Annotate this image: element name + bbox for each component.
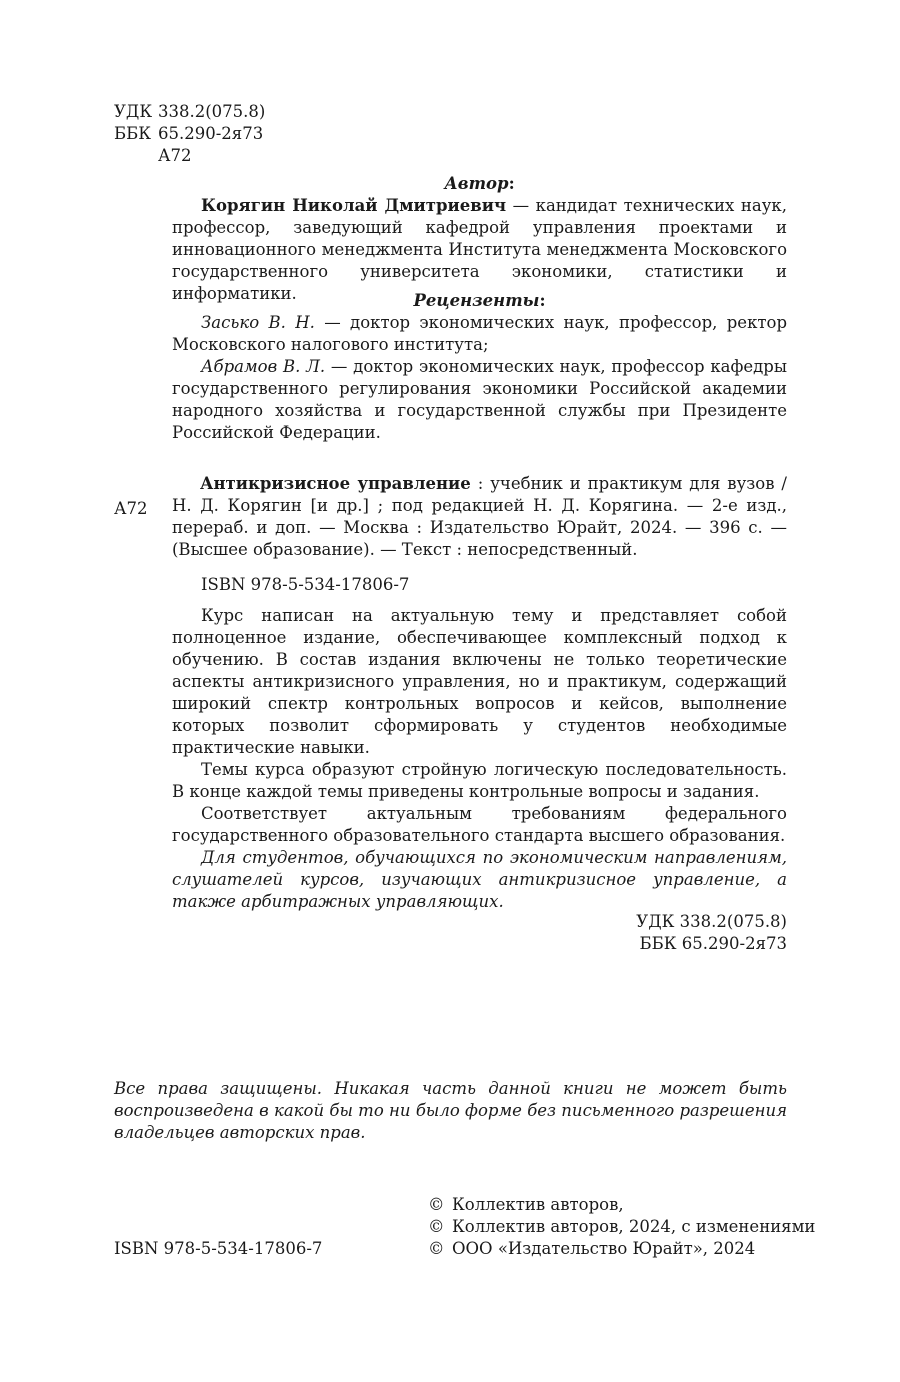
author-heading: Автор: — [444, 174, 515, 193]
annotation-paragraph-3: Соответствует актуальным требованиям федерального государственного образовательного стандарта высшего образования. — [172, 804, 787, 845]
bibliographic-record — [172, 473, 787, 561]
annotation-paragraph-2: Темы курса образуют стройную логическую последовательность. В конце каждой темы приведены контрольные вопросы и задания. — [172, 760, 787, 801]
rights-notice: Все права защищены. Никакая часть данной книги не может быть воспроизведена в какой бы то ни было форме без письменного разрешения владельцев авторских прав. — [114, 1079, 787, 1142]
copyright-icon: © — [428, 1195, 445, 1214]
udk-row — [114, 101, 265, 123]
udk-value: 338.2(075.8) — [158, 102, 266, 121]
isbn-line: ISBN 978-5-534-17806-7 — [201, 575, 410, 594]
reviewer-2-name: Абрамов В. Л. — [201, 357, 326, 376]
annotation-paragraph-1: Курс написан на актуальную тему и представляет собой полноценное издание, обеспечивающее комплексный подход к обучению. В состав издания включены не только теоретические аспекты антикризисного управления, но и практикум, содержащий широкий спектр контрольных вопросов и кейсов, выполнение которых позволит сформировать у студентов необходимые практические навыки. — [172, 606, 787, 757]
author-name: Корягин Николай Дмитриевич — [201, 196, 507, 215]
author-mark: А72 — [158, 146, 192, 165]
udk-bottom: УДК 338.2(075.8) — [636, 912, 787, 931]
bbk-row — [114, 123, 265, 145]
copyright-line-1: © Коллектив авторов, — [428, 1195, 624, 1214]
copyright-block — [428, 1194, 815, 1260]
bbk-bottom: ББК 65.290-2я73 — [639, 934, 787, 953]
annotation — [172, 605, 787, 913]
footer-isbn: ISBN 978-5-534-17806-7 — [114, 1239, 323, 1258]
book-title: Антикризисное управление — [200, 474, 471, 493]
reviewers-section — [172, 290, 787, 444]
copyright-icon: © — [428, 1217, 445, 1236]
author-section — [172, 173, 787, 305]
bbk-value: 65.290-2я73 — [158, 124, 264, 143]
classification-codes — [114, 101, 265, 167]
author-mark-row — [114, 145, 265, 167]
copyright-line-3: © ООО «Издательство Юрайт», 2024 — [428, 1239, 756, 1258]
bbk-label: ББК — [114, 124, 152, 143]
reviewer-2: Абрамов В. Л. — доктор экономических наук, профессор кафедры государственного регулирования экономики Российской академии народного хозяйства и государственной службы при Президенте Российской Федерации. — [172, 357, 788, 442]
copyright-line-2: © Коллектив авторов, 2024, с изменениями — [428, 1217, 816, 1236]
bibliographic-mark: А72 — [114, 499, 148, 518]
copyright-icon: © — [428, 1239, 445, 1258]
udk-label: УДК — [114, 102, 153, 121]
classification-bottom — [636, 911, 787, 955]
book-description: : учебник и практикум для вузов / Н. Д. Корягин [и др.] ; под редакцией Н. Д. Корягина. — 2-е изд., перераб. и доп. — Москва : Издательство Юрайт, 2024. — 396 с. — (Высшее образование). — Текст : непосредственный. — [172, 474, 787, 559]
annotation-audience: Для студентов, обучающихся по экономическим направлениям, слушателей курсов, изучающих антикризисное управление, а также арбитражных управляющих. — [172, 848, 787, 911]
reviewer-1-name: Засько В. Н. — [201, 313, 315, 332]
author-description: Корягин Николай Дмитриевич — кандидат технических наук, профессор, заведующий кафедрой управления проектами и инновационного менеджмента Института менеджмента Московского государственного университета экономики, статистики и информатики. — [172, 196, 787, 303]
reviewer-1: Засько В. Н. — доктор экономических наук, профессор, ректор Московского налогового института; — [172, 313, 788, 354]
reviewers-heading: Рецензенты: — [413, 291, 546, 310]
